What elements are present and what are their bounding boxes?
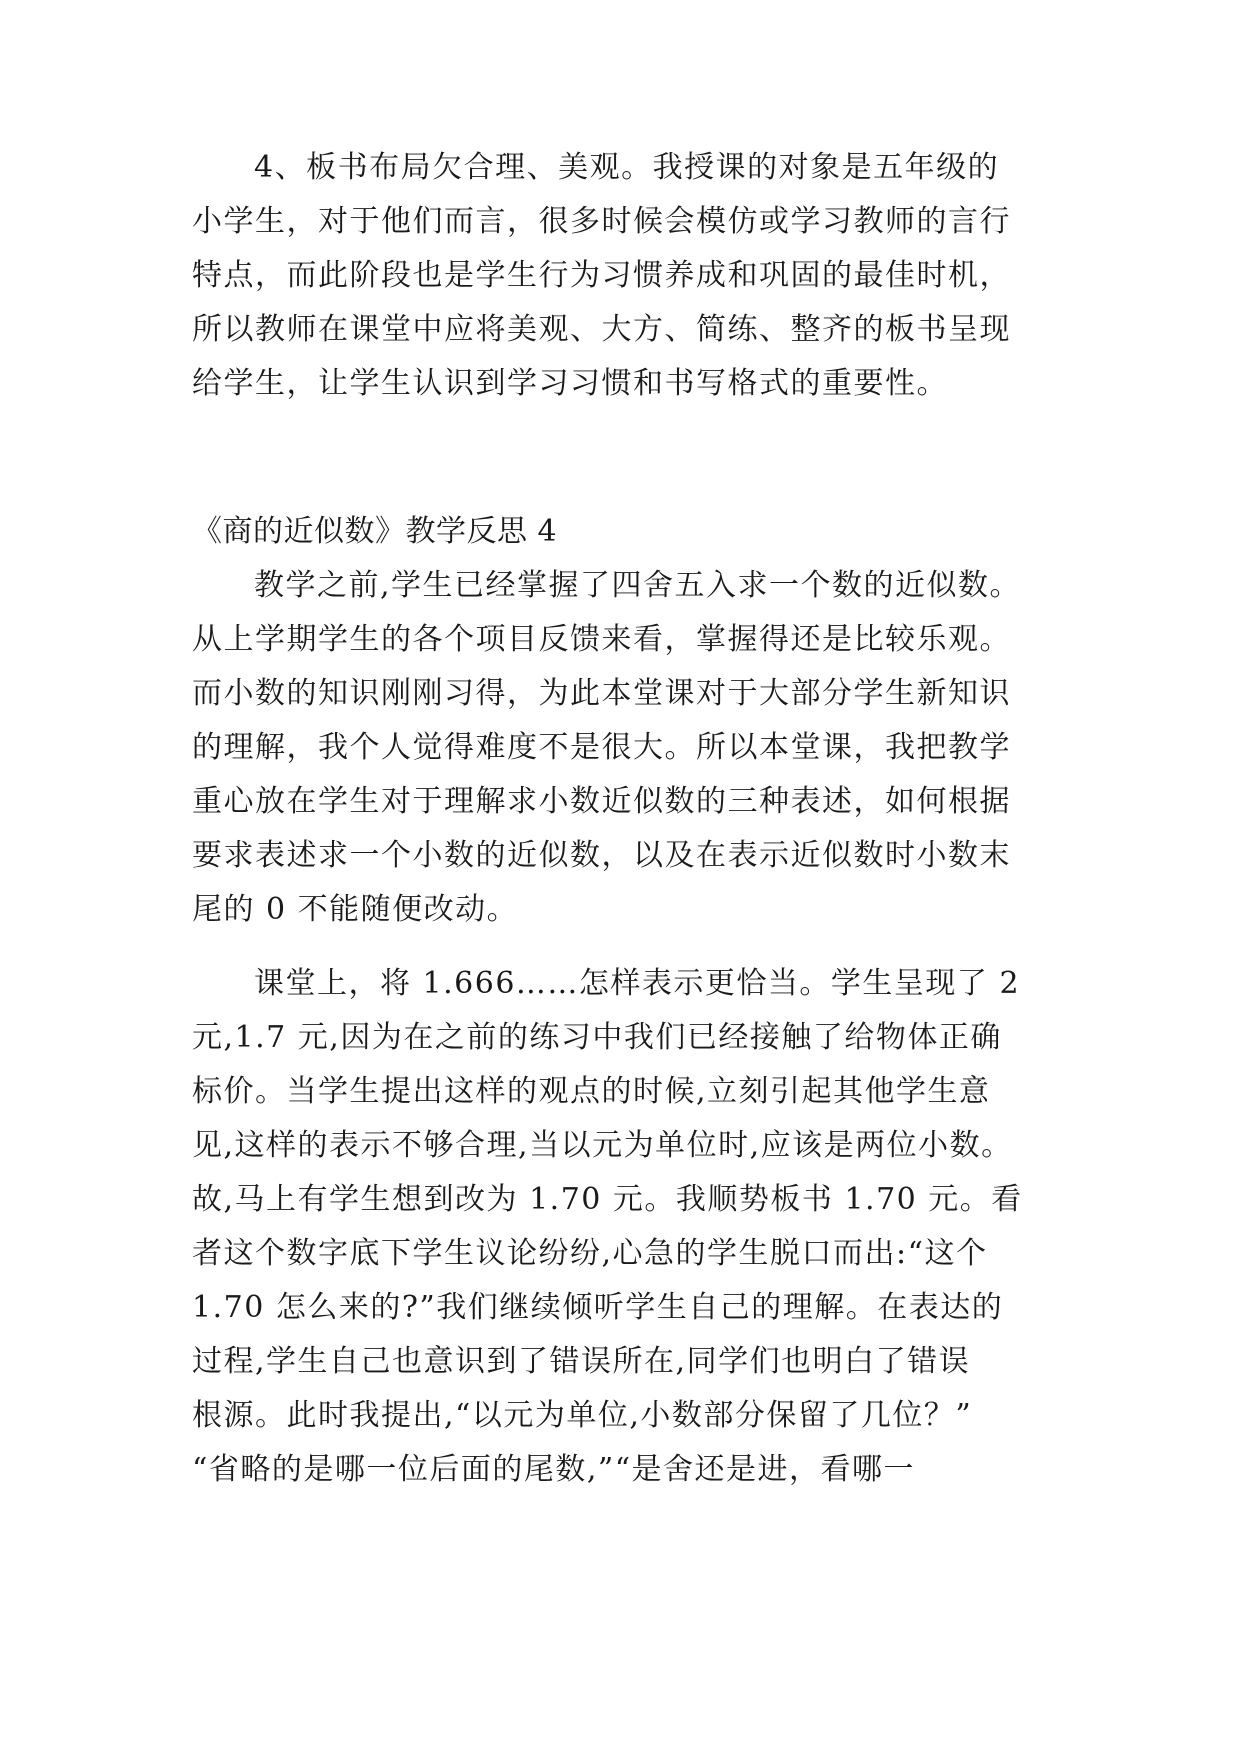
paragraph-line: 的理解，我个人觉得难度不是很大。所以本堂课，我把教学: [192, 730, 1011, 765]
paragraph-line: 特点，而此阶段也是学生行为习惯养成和巩固的最佳时机，: [192, 258, 1011, 293]
paragraph-line: 见,这样的表示不够合理,当以元为单位时,应该是两位小数。: [192, 1128, 1013, 1163]
paragraph-line: 课堂上，将 1.666……怎样表示更恰当。学生呈现了 2: [254, 966, 1021, 1001]
paragraph-line: 1.70 怎么来的?”我们继续倾听学生自己的理解。在表达的: [192, 1290, 1004, 1325]
paragraph-line: 给学生，让学生认识到学习习惯和书写格式的重要性。: [192, 366, 948, 401]
paragraph-line: 者这个数字底下学生议论纷纷,心急的学生脱口而出:“这个: [192, 1236, 988, 1271]
paragraph-line: 元,1.7 元,因为在之前的练习中我们已经接触了给物体正确: [192, 1020, 1002, 1055]
paragraph-line: 要求表述求一个小数的近似数，以及在表示近似数时小数末: [192, 838, 1011, 873]
paragraph-line: 从上学期学生的各个项目反馈来看，掌握得还是比较乐观。: [192, 622, 1011, 657]
paragraph-line: 过程,学生自己也意识到了错误所在,同学们也明白了错误: [192, 1344, 971, 1379]
paragraph-line: 小学生，对于他们而言，很多时候会模仿或学习教师的言行: [192, 204, 1011, 239]
paragraph-line: 所以教师在课堂中应将美观、大方、简练、整齐的板书呈现: [192, 312, 1011, 347]
section-title: 《商的近似数》教学反思 4: [192, 514, 558, 549]
paragraph-line: 而小数的知识刚刚习得，为此本堂课对于大部分学生新知识: [192, 676, 1011, 711]
paragraph-line: 尾的 0 不能随便改动。: [192, 892, 519, 927]
paragraph-line: “省略的是哪一位后面的尾数,”“是舍还是进，看哪一: [192, 1452, 916, 1487]
paragraph-line: 根源。此时我提出,“以元为单位,小数部分保留了几位？”: [192, 1398, 973, 1433]
paragraph-line: 重心放在学生对于理解求小数近似数的三种表述，如何根据: [192, 784, 1011, 819]
paragraph-line: 4、板书布局欠合理、美观。我授课的对象是五年级的: [254, 150, 1000, 185]
paragraph-line: 标价。当学生提出这样的观点的时候,立刻引起其他学生意: [192, 1074, 991, 1109]
paragraph-line: 故,马上有学生想到改为 1.70 元。我顺势板书 1.70 元。看: [192, 1182, 1023, 1217]
paragraph-line: 教学之前,学生已经掌握了四舍五入求一个数的近似数。: [254, 568, 1022, 603]
